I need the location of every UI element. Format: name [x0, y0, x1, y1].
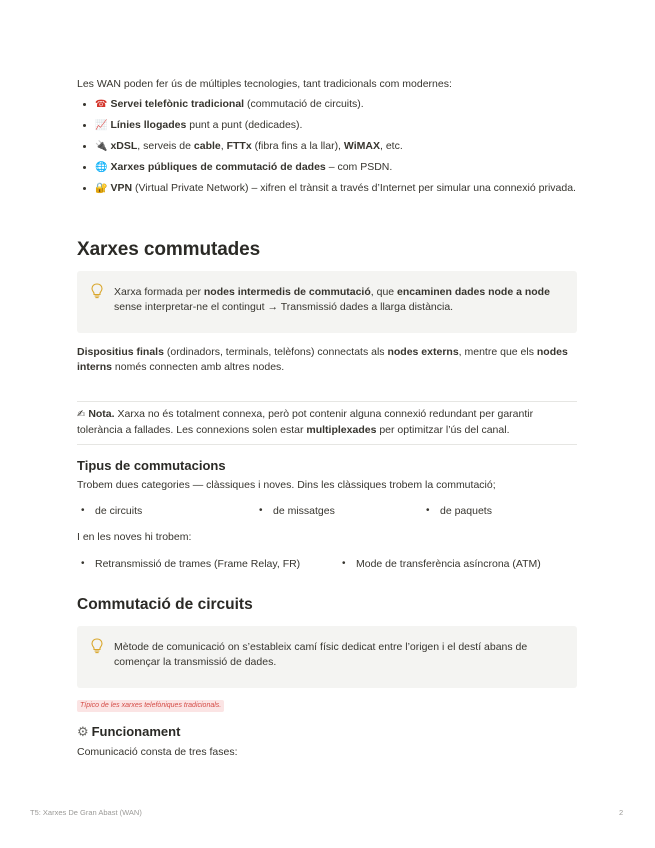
- list-item: • 🌐 Xarxes públiques de commutació de dades – com PSDN.: [95, 160, 595, 176]
- section-heading-circuit-switching: Commutació de circuits: [77, 596, 253, 613]
- list-item: • 🔐 VPN (Virtual Private Network) – xifren el trànsit a través d’Internet per simular una connexió privada.: [95, 181, 595, 197]
- lightbulb-icon: [91, 638, 103, 654]
- new-switching-list: [77, 557, 577, 573]
- list-item: • de circuits: [77, 504, 142, 519]
- list-item: • de paquets: [422, 504, 492, 519]
- gear-icon: ⚙: [77, 725, 89, 740]
- list-item: • Retransmissió de trames (Frame Relay, FR): [77, 557, 300, 572]
- list-item: • de missatges: [255, 504, 335, 519]
- pen-icon: ✍: [77, 409, 86, 420]
- highlight-tag: Típico de les xarxes telefòniques tradicionals.: [77, 700, 224, 712]
- lightbulb-icon: [91, 283, 103, 299]
- technology-list: [77, 97, 595, 202]
- chart-icon: 📈: [95, 120, 108, 131]
- definition-callout: [77, 271, 577, 333]
- note-block: ✍ Nota. Xarxa no és totalment connexa, però pot contenir alguna connexió redundant per garantir tolerància a fallades. Les connexions solen estar multiplexades per optimitzar l’ús del canal.: [77, 401, 577, 445]
- list-item: • ☎ Servei telefònic tradicional (commutació de circuits).: [95, 97, 595, 113]
- section-heading-switched-networks: Xarxes commutades: [77, 239, 261, 260]
- lock-icon: 🔐: [95, 183, 108, 194]
- intro-paragraph: Les WAN poden fer ús de múltiples tecnologies, tant tradicionals com modernes:: [77, 78, 452, 90]
- list-item: • Mode de transferència asíncrona (ATM): [338, 557, 541, 572]
- callout-text: Mètode de comunicació on s’estableix camí físic dedicat entre l’origen i el destí abans de començar la transmissió de dades.: [114, 641, 528, 669]
- classic-switching-list: [77, 504, 577, 520]
- types-intro: Trobem dues categories — clàssiques i noves. Dins les clàssiques trobem la commutació;: [77, 479, 496, 491]
- footer-document-title: T5: Xarxes De Gran Abast (WAN): [30, 808, 142, 817]
- definition-callout: [77, 626, 577, 688]
- operation-text: Comunicació consta de tres fases:: [77, 746, 238, 758]
- subsection-heading-operation: ⚙ Funcionament: [77, 724, 181, 740]
- plug-icon: 🔌: [95, 141, 108, 152]
- list-item: • 📈 Línies llogades punt a punt (dedicades).: [95, 118, 595, 134]
- new-types-intro: I en les noves hi trobem:: [77, 531, 192, 543]
- list-item: • 🔌 xDSL, serveis de cable, FTTx (fibra fins a la llar), WiMAX, etc.: [95, 139, 595, 155]
- telephone-icon: ☎: [95, 99, 108, 110]
- end-devices-paragraph: Dispositius finals (ordinadors, terminals, telèfons) connectats als nodes externs, mentre que els nodes interns només connecten amb altres nodes.: [77, 346, 568, 374]
- globe-icon: 🌐: [95, 162, 108, 173]
- subsection-heading-switching-types: Tipus de commutacions: [77, 458, 226, 473]
- footer-page-number: 2: [619, 808, 624, 817]
- callout-text: Xarxa formada per nodes intermedis de commutació, que encaminen dades node a node sense interpretar-ne el contingut → Transmissió dades a llarga distància.: [114, 286, 550, 314]
- note-label: Nota.: [88, 408, 115, 420]
